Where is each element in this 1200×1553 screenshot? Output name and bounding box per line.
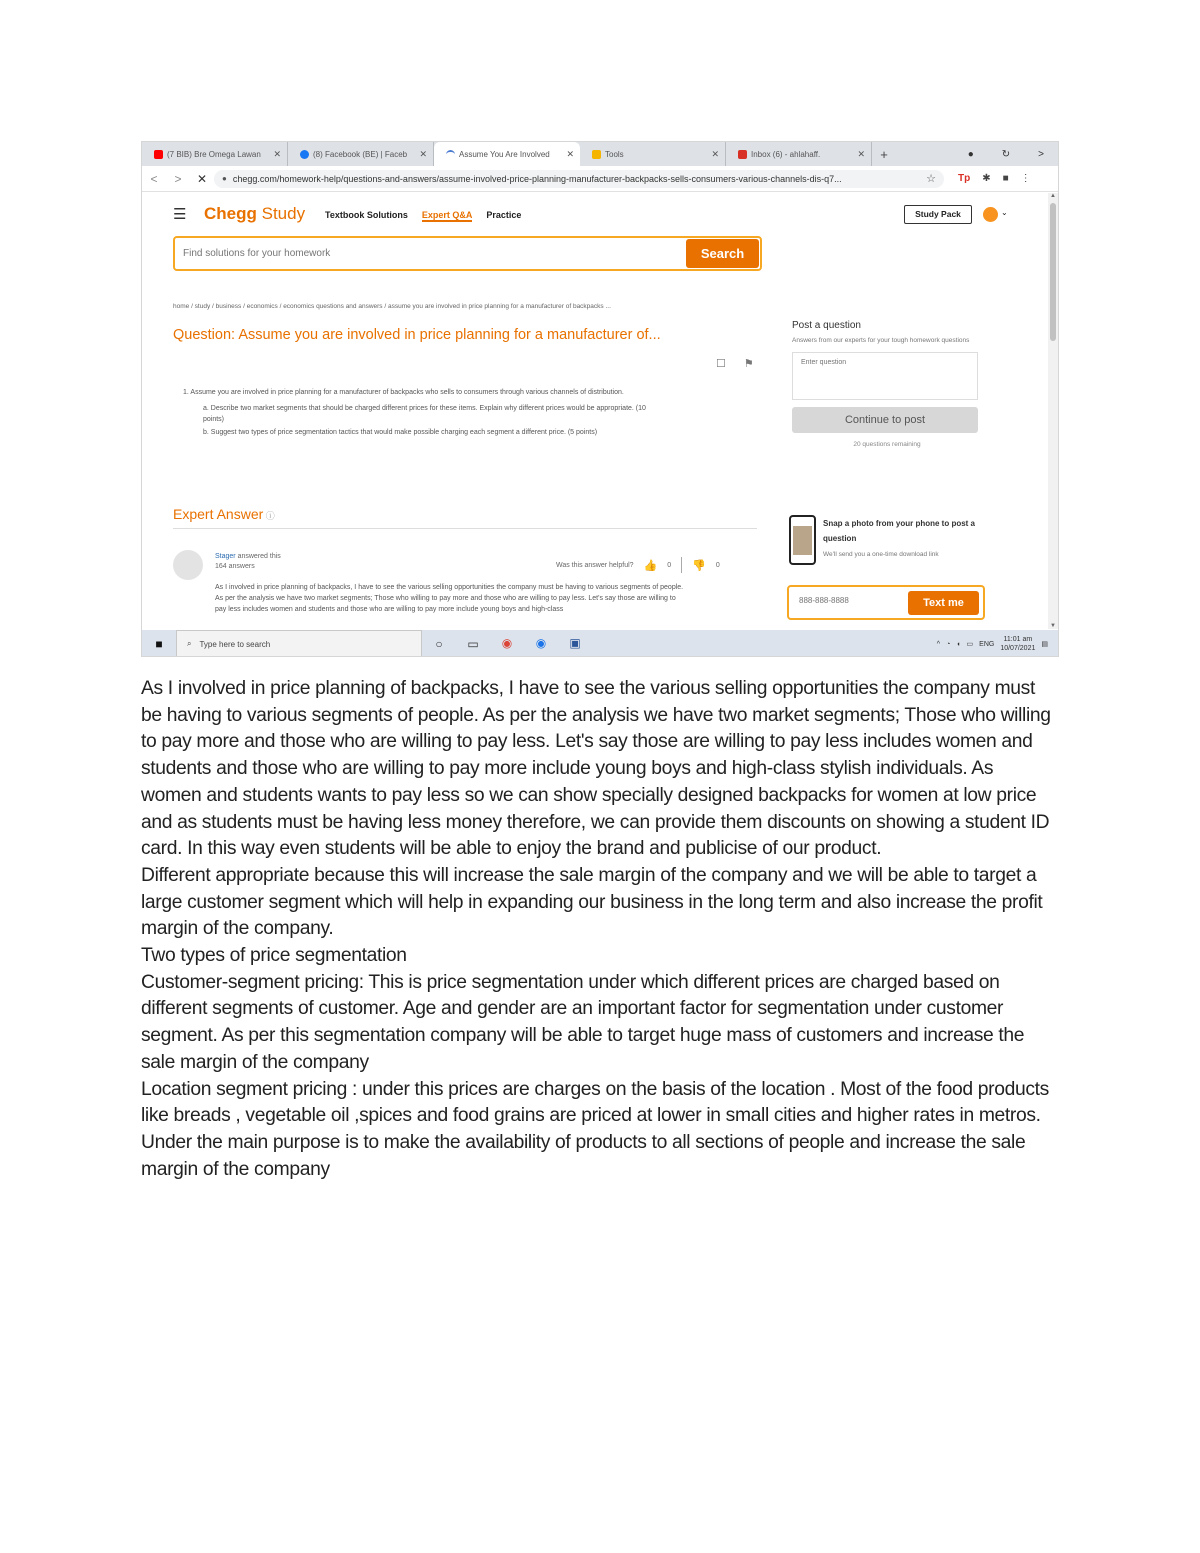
stop-loading-icon[interactable]: ✕ <box>196 171 208 186</box>
expert-answer-label: Expert Answer <box>173 506 264 522</box>
search-icon: ⌕ <box>187 639 192 648</box>
post-question-title: Post a question <box>792 320 861 331</box>
network-icon[interactable]: ◔ <box>946 640 951 648</box>
browser-menu-icon[interactable]: ⋮ <box>1020 173 1031 184</box>
lock-icon: ● <box>222 174 227 183</box>
question-item: a. Describe two market segments that should be charged different prices for these items. Explain why different prices would be appropriate. (10 points) <box>203 405 646 423</box>
browser-tab-bar <box>142 142 1059 166</box>
system-tray <box>937 635 1059 653</box>
close-icon[interactable]: ✕ <box>857 148 865 159</box>
address-bar <box>142 166 1059 192</box>
text-me-button[interactable]: Text me <box>908 591 979 615</box>
windows-start-icon[interactable]: ■ <box>155 637 163 651</box>
word-icon[interactable]: ▣ <box>558 630 592 657</box>
paragraph: Location segment pricing : under this prices are charges on the basis of the location . Most of the food products like breads , vegetable oil ,spices and food grains are priced at lower in small cities and higher rates in metros. Under the main purpose is to make the availability of products to all sections of people and increase the sale margin of the company <box>141 1078 1049 1180</box>
minimize-icon[interactable]: ↻ <box>1001 148 1011 160</box>
tray-chevron-icon[interactable]: ^ <box>936 640 941 648</box>
post-question-panel <box>792 320 982 448</box>
nav-practice[interactable]: Practice <box>486 210 522 220</box>
browser-tab-active[interactable] <box>434 142 580 166</box>
notifications-icon[interactable]: ▤ <box>1041 641 1048 648</box>
extension-puzzle-icon[interactable]: ✱ <box>982 173 991 184</box>
youtube-icon <box>154 150 163 159</box>
tab-search-icon[interactable]: ● <box>967 148 974 160</box>
question-item: b. Suggest two types of price segmentation tactics that would make possible charging each segment a different price. (5 points) <box>203 429 598 436</box>
clock-date: 10/07/2021 <box>1000 645 1036 652</box>
cortana-icon[interactable]: ○ <box>435 637 443 651</box>
clock-time: 11:01 am <box>1003 636 1033 643</box>
scrollbar[interactable] <box>1048 193 1058 629</box>
question-intro: 1. Assume you are involved in price planning for a manufacturer of backpacks who sells to consumers through various channels of distribution. <box>183 389 624 396</box>
scroll-down-icon[interactable]: ▼ <box>1050 623 1056 629</box>
dislike-count: 0 <box>715 561 720 569</box>
paragraph: Different appropriate because this will increase the sale margin of the company and we will be able to target a large customer segment which will help in expanding our business in the long term and also increase the profit margin of the company. <box>141 864 1043 940</box>
chrome-icon[interactable]: ◉ <box>490 630 524 657</box>
windows-taskbar <box>142 630 1059 657</box>
answer-preview: As I involved in price planning of backpacks, I have to see the various selling opportunities the company must be having to various segments of people. As per the analysis we have two market segments; Those who willing to pay more and those who are willing to pay less. Let's say those are willing to pay less includes women and students and those who are willing to pay more include young boys and high-class <box>215 584 684 613</box>
paragraph: Customer-segment pricing: This is price segmentation under which different prices are charged based on different segments of customer. Age and gender are an important factor for segmentation under customer segment. As per this segmentation company will be able to target huge mass of customers and increase the sale margin of the company <box>141 971 1025 1073</box>
search-box <box>173 236 762 271</box>
post-question-desc: Answers from our experts for your tough homework questions <box>792 337 970 344</box>
user-avatar[interactable] <box>983 207 998 222</box>
clock[interactable] <box>1000 635 1035 653</box>
logo-chegg: Chegg <box>204 204 257 223</box>
thumbs-down-icon[interactable]: 👎 <box>692 559 706 572</box>
bookmark-star-icon[interactable]: ☆ <box>926 173 936 185</box>
facebook-icon <box>300 150 309 159</box>
logo-study: Study <box>261 204 306 223</box>
snap-title: Snap a photo from your phone to post a question <box>823 519 975 543</box>
text-me-box <box>787 585 985 620</box>
breadcrumb[interactable]: home / study / business / economics / economics questions and answers / assume you are involved in price planning for a manufacturer of backpacks ... <box>173 303 611 310</box>
answered-text: answered this <box>237 553 281 560</box>
close-icon[interactable]: ✕ <box>419 148 427 159</box>
app-icon[interactable]: ◉ <box>524 630 558 657</box>
expert-answer-title <box>173 506 275 522</box>
question-textarea[interactable] <box>792 352 978 400</box>
like-count: 0 <box>667 561 672 569</box>
continue-to-post-button[interactable]: Continue to post <box>792 407 978 433</box>
profile-icon[interactable]: ■ <box>1002 173 1009 184</box>
tab-title: (8) Facebook (BE) | Faceb <box>313 149 408 159</box>
tab-title: Assume You Are Involved <box>459 149 550 159</box>
helpful-question: Was this answer helpful? <box>556 561 634 569</box>
thumbs-up-icon[interactable]: 👍 <box>643 559 658 572</box>
browser-tab[interactable] <box>580 142 726 166</box>
answerer-avatar <box>173 550 203 580</box>
phone-number-input[interactable] <box>799 596 899 605</box>
hamburger-menu-icon[interactable]: ☰ <box>173 206 187 223</box>
embedded-screenshot <box>141 141 1059 657</box>
volume-icon[interactable]: ◖ <box>956 640 961 648</box>
paragraph: Two types of price segmentation <box>141 945 407 967</box>
scroll-up-icon[interactable]: ▲ <box>1050 193 1056 199</box>
nav-expert-qa[interactable]: Expert Q&A <box>421 210 473 220</box>
scrollbar-thumb[interactable] <box>1050 203 1056 341</box>
snap-desc: We'll send you a one-time download link <box>823 551 939 558</box>
top-nav <box>325 210 521 222</box>
battery-icon[interactable]: ▭ <box>966 641 974 648</box>
helpful-widget <box>556 557 720 573</box>
phone-icon <box>789 515 816 565</box>
task-view-icon[interactable]: ▭ <box>467 637 479 651</box>
tools-icon <box>592 150 601 159</box>
question-heading <box>173 327 759 343</box>
question-title: Assume you are involved in price planning for a manufacturer of... <box>238 327 661 343</box>
question-body <box>183 387 663 440</box>
browser-tab[interactable] <box>726 142 872 166</box>
chegg-page <box>142 193 1046 629</box>
browser-tab[interactable] <box>288 142 434 166</box>
answerer-name[interactable]: Stager <box>215 553 236 560</box>
tab-title: Inbox (6) - ahlahaff. <box>751 149 821 159</box>
tab-title: (7 BIB) Bre Omega Lawan <box>167 149 261 159</box>
search-button[interactable]: Search <box>686 239 759 268</box>
divider <box>681 557 682 573</box>
tab-title: Tools <box>605 149 624 159</box>
questions-remaining: 20 questions remaining <box>853 441 921 448</box>
answers-count: 164 answers <box>215 563 255 570</box>
url-text: chegg.com/homework-help/questions-and-answers/assume-involved-price-planning-manufacturer-backpacks-sells-consumers-various-channels-dis-q7... <box>232 173 842 184</box>
close-icon[interactable]: ✕ <box>273 148 281 159</box>
snap-photo-panel <box>789 511 989 573</box>
chegg-logo[interactable] <box>204 204 305 224</box>
browser-tab[interactable] <box>142 142 288 166</box>
language-indicator[interactable]: ENG <box>979 640 995 648</box>
url-field[interactable] <box>214 170 944 188</box>
taskbar-search[interactable] <box>176 630 422 657</box>
close-icon[interactable]: ✕ <box>711 148 719 159</box>
info-icon[interactable]: ⓘ <box>263 511 275 521</box>
paragraph: As I involved in price planning of backpacks, I have to see the various selling opportunities the company must be having to various segments of people. As per the analysis we have two market segments; Those who willing to pay more and those who are willing to pay less. Let's say those are willing to pay less includes women and students and those who are willing to pay more include young boys and high-class stylish individuals. As women and students wants to pay less so we can show specially designed backpacks for women at low price and as students must be having less money therefore, we can provide them discounts on showing a student ID card. In this way even students will be able to enjoy the brand and publicise of our product. <box>141 678 1051 860</box>
search-input[interactable] <box>183 246 683 261</box>
divider <box>173 528 757 529</box>
close-icon[interactable]: ✕ <box>566 148 574 159</box>
nav-textbook-solutions[interactable]: Textbook Solutions <box>325 210 408 220</box>
answerer-info <box>215 552 281 572</box>
answer-document <box>141 676 1051 1183</box>
bookmark-icon[interactable]: ☐ <box>716 358 726 370</box>
extension-tp-icon[interactable]: Tp <box>958 173 971 184</box>
taskbar-search-placeholder: Type here to search <box>199 639 271 649</box>
more-tabs-icon[interactable]: > <box>1038 148 1044 160</box>
forward-icon[interactable]: > <box>174 171 182 186</box>
question-label: Question: <box>173 327 236 343</box>
loading-icon <box>446 150 455 159</box>
gmail-icon <box>738 150 747 159</box>
new-tab-button[interactable]: + <box>880 146 888 162</box>
chevron-down-icon[interactable]: ⌄ <box>1001 208 1008 217</box>
study-pack-button[interactable]: Study Pack <box>904 205 972 224</box>
back-icon[interactable]: < <box>150 171 158 186</box>
flag-icon[interactable]: ⚑ <box>743 358 754 370</box>
